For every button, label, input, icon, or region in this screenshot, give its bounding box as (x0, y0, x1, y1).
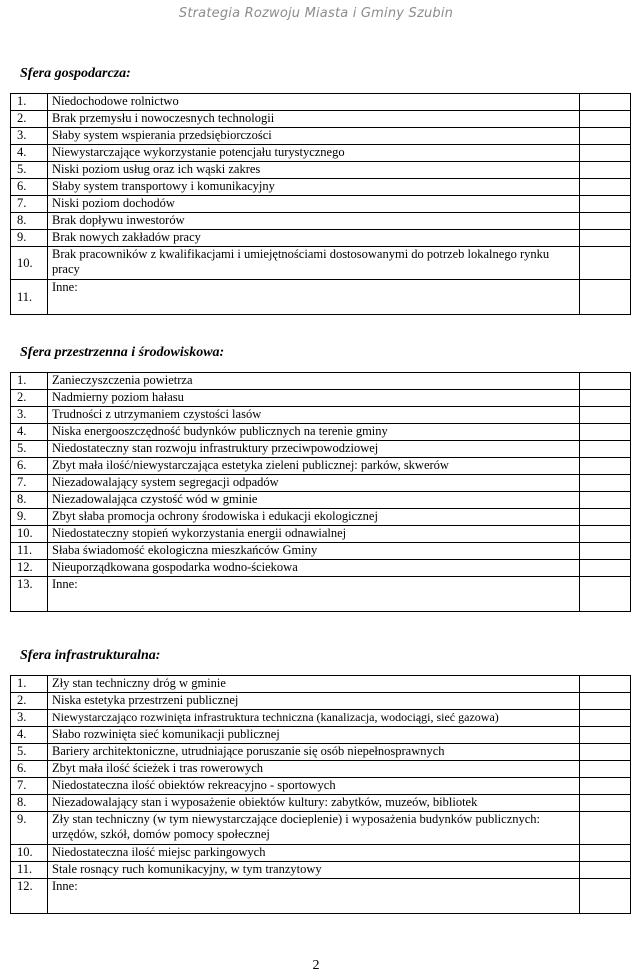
item-number: 6. (11, 179, 48, 196)
item-text: Zbyt mała ilość ścieżek i tras rowerowych (48, 761, 580, 778)
item-text: Niedostateczna ilość obiektów rekreacyjno - sportowych (48, 778, 580, 795)
table-row (11, 407, 631, 424)
item-text: Brak nowych zakładów pracy (48, 230, 580, 247)
checkbox-cell[interactable] (580, 727, 631, 744)
item-text: Niski poziom usług oraz ich wąski zakres (48, 162, 580, 179)
checkbox-cell[interactable] (580, 162, 631, 179)
table-row-other (11, 280, 631, 315)
item-number: 12. (11, 560, 48, 577)
section-title-przestrzenna: Sfera przestrzenna i środowiskowa: (20, 345, 225, 360)
item-text: Bariery architektoniczne, utrudniające poruszanie się osób niepełnosprawnych (48, 744, 580, 761)
table-row (11, 458, 631, 475)
checkbox-cell[interactable] (580, 407, 631, 424)
item-text: Niezadowalająca czystość wód w gminie (48, 492, 580, 509)
item-number: 4. (11, 145, 48, 162)
checkbox-cell[interactable] (580, 710, 631, 727)
item-text: Niedochodowe rolnictwo (48, 94, 580, 111)
item-number: 7. (11, 196, 48, 213)
item-text: Słaba świadomość ekologiczna mieszkańców Gminy (48, 543, 580, 560)
table-row (11, 526, 631, 543)
checkbox-cell[interactable] (580, 744, 631, 761)
item-number: 1. (11, 373, 48, 390)
table-row (11, 744, 631, 761)
table-row (11, 710, 631, 727)
item-number: 4. (11, 727, 48, 744)
item-text: Stale rosnący ruch komunikacyjny, w tym tranzytowy (48, 862, 580, 879)
checkbox-cell[interactable] (580, 845, 631, 862)
checkbox-cell[interactable] (580, 111, 631, 128)
item-number: 4. (11, 424, 48, 441)
table-row (11, 179, 631, 196)
table-row (11, 560, 631, 577)
item-text-other-field[interactable]: Inne: (48, 577, 580, 612)
item-number: 9. (11, 509, 48, 526)
checkbox-cell[interactable] (580, 213, 631, 230)
item-number: 8. (11, 795, 48, 812)
item-text: Zły stan techniczny dróg w gminie (48, 676, 580, 693)
item-text: Niski poziom dochodów (48, 196, 580, 213)
item-text: Niezadowalający stan i wyposażenie obiektów kultury: zabytków, muzeów, bibliotek (48, 795, 580, 812)
item-text-other-field[interactable]: Inne: (48, 879, 580, 914)
item-number: 10. (11, 247, 48, 280)
item-number: 10. (11, 845, 48, 862)
item-number: 6. (11, 761, 48, 778)
item-number: 5. (11, 441, 48, 458)
item-text: Trudności z utrzymaniem czystości lasów (48, 407, 580, 424)
table-row (11, 676, 631, 693)
checklist-table-gospodarcza (10, 93, 631, 315)
item-text: Zły stan techniczny (w tym niewystarczające docieplenie) i wyposażenia budynków publicznych: urzędów, szkół, domów pomocy społecznej (48, 812, 580, 845)
checkbox-cell[interactable] (580, 560, 631, 577)
item-text: Niedostateczna ilość miejsc parkingowych (48, 845, 580, 862)
item-text: Słaby system transportowy i komunikacyjny (48, 179, 580, 196)
table-row (11, 162, 631, 179)
item-text: Niska energooszczędność budynków publicznych na terenie gminy (48, 424, 580, 441)
table-row (11, 94, 631, 111)
item-number: 9. (11, 812, 48, 845)
table-row (11, 373, 631, 390)
table-row-other (11, 879, 631, 914)
section-title-gospodarcza: Sfera gospodarcza: (20, 66, 131, 81)
item-number: 3. (11, 407, 48, 424)
table-row (11, 128, 631, 145)
checkbox-cell[interactable] (580, 676, 631, 693)
item-number: 5. (11, 162, 48, 179)
page-header: Strategia Rozwoju Miasta i Gminy Szubin (178, 6, 454, 21)
table-row (11, 795, 631, 812)
checkbox-cell[interactable] (580, 424, 631, 441)
table-row (11, 111, 631, 128)
checkbox-cell[interactable] (580, 94, 631, 111)
item-number: 7. (11, 475, 48, 492)
item-text: Słabo rozwinięta sieć komunikacji publicznej (48, 727, 580, 744)
checkbox-cell[interactable] (580, 509, 631, 526)
item-text: Zanieczyszczenia powietrza (48, 373, 580, 390)
checkbox-cell[interactable] (580, 492, 631, 509)
item-text: Niezadowalający system segregacji odpadów (48, 475, 580, 492)
checkbox-cell[interactable] (580, 475, 631, 492)
item-number: 5. (11, 744, 48, 761)
item-number: 9. (11, 230, 48, 247)
item-text: Nadmierny poziom hałasu (48, 390, 580, 407)
table-row (11, 778, 631, 795)
item-text: Niedostateczny stan rozwoju infrastruktury przeciwpowodziowej (48, 441, 580, 458)
checkbox-cell[interactable] (580, 526, 631, 543)
item-text: Słaby system wspierania przedsiębiorczości (48, 128, 580, 145)
item-number: 1. (11, 676, 48, 693)
table-row (11, 509, 631, 526)
checkbox-cell[interactable] (580, 795, 631, 812)
item-text: Zbyt mała ilość/niewystarczająca estetyka zieleni publicznej: parków, skwerów (48, 458, 580, 475)
table-row (11, 862, 631, 879)
item-number: 13. (11, 577, 48, 612)
table-row (11, 424, 631, 441)
table-row-other (11, 577, 631, 612)
checkbox-cell[interactable] (580, 230, 631, 247)
item-number: 11. (11, 543, 48, 560)
item-number: 2. (11, 693, 48, 710)
item-text: Niewystarczająco rozwinięta infrastruktura techniczna (kanalizacja, wodociągi, sieć gazowa) (48, 710, 580, 727)
checkbox-cell[interactable] (580, 280, 631, 315)
checkbox-cell[interactable] (580, 373, 631, 390)
item-text-other-field[interactable]: Inne: (48, 280, 580, 315)
checkbox-cell[interactable] (580, 812, 631, 845)
checkbox-cell[interactable] (580, 761, 631, 778)
item-number: 2. (11, 111, 48, 128)
checklist-table-infrastrukturalna (10, 675, 631, 914)
table-row (11, 543, 631, 560)
table-row (11, 761, 631, 778)
table-row (11, 812, 631, 845)
page-number: 2 (312, 958, 320, 973)
table-row (11, 196, 631, 213)
item-text: Brak dopływu inwestorów (48, 213, 580, 230)
item-number: 8. (11, 492, 48, 509)
checklist-table-przestrzenna (10, 372, 631, 612)
item-number: 12. (11, 879, 48, 914)
table-row (11, 247, 631, 280)
checkbox-cell[interactable] (580, 543, 631, 560)
checkbox-cell[interactable] (580, 128, 631, 145)
table-row (11, 845, 631, 862)
checkbox-cell[interactable] (580, 179, 631, 196)
item-number: 10. (11, 526, 48, 543)
table-row (11, 693, 631, 710)
item-number: 1. (11, 94, 48, 111)
table-row (11, 441, 631, 458)
item-number: 6. (11, 458, 48, 475)
table-row (11, 492, 631, 509)
table-row (11, 727, 631, 744)
checkbox-cell[interactable] (580, 145, 631, 162)
checkbox-cell[interactable] (580, 458, 631, 475)
section-title-infrastrukturalna: Sfera infrastrukturalna: (20, 648, 161, 663)
checkbox-cell[interactable] (580, 441, 631, 458)
item-number: 11. (11, 862, 48, 879)
table-row (11, 230, 631, 247)
item-text: Brak przemysłu i nowoczesnych technologii (48, 111, 580, 128)
table-row (11, 145, 631, 162)
item-text: Nieuporządkowana gospodarka wodno-ściekowa (48, 560, 580, 577)
item-text: Niewystarczające wykorzystanie potencjału turystycznego (48, 145, 580, 162)
item-text: Brak pracowników z kwalifikacjami i umiejętnościami dostosowanymi do potrzeb lokalnego rynku pracy (48, 247, 580, 280)
table-row (11, 213, 631, 230)
checkbox-cell[interactable] (580, 693, 631, 710)
checkbox-cell[interactable] (580, 247, 631, 280)
item-number: 2. (11, 390, 48, 407)
checkbox-cell[interactable] (580, 862, 631, 879)
table-row (11, 475, 631, 492)
table-row (11, 390, 631, 407)
item-number: 7. (11, 778, 48, 795)
item-number: 11. (11, 280, 48, 315)
item-number: 3. (11, 710, 48, 727)
checkbox-cell[interactable] (580, 577, 631, 612)
item-number: 3. (11, 128, 48, 145)
item-text: Niedostateczny stopień wykorzystania energii odnawialnej (48, 526, 580, 543)
checkbox-cell[interactable] (580, 778, 631, 795)
item-text: Zbyt słaba promocja ochrony środowiska i edukacji ekologicznej (48, 509, 580, 526)
item-number: 8. (11, 213, 48, 230)
checkbox-cell[interactable] (580, 879, 631, 914)
item-text: Niska estetyka przestrzeni publicznej (48, 693, 580, 710)
checkbox-cell[interactable] (580, 390, 631, 407)
checkbox-cell[interactable] (580, 196, 631, 213)
